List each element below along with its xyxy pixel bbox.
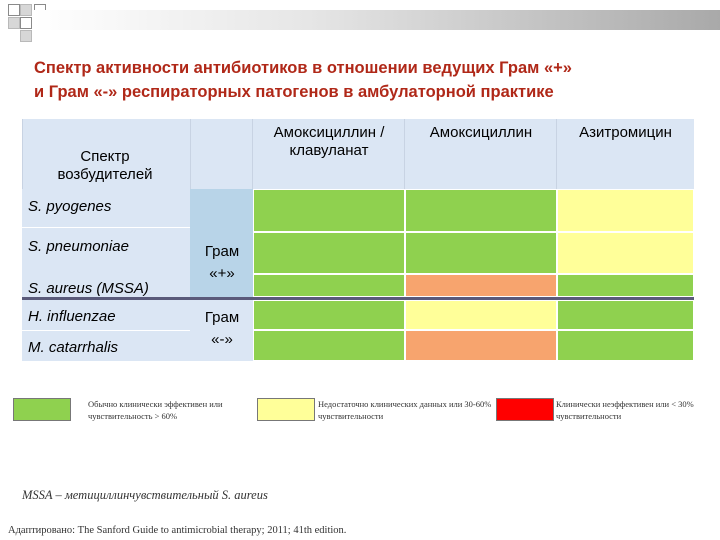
result-cell [557,274,694,297]
decor-square [20,17,32,29]
decor-square [8,4,20,16]
result-cell [253,300,405,330]
decor-square [20,4,32,16]
legend-swatch-green [13,398,71,421]
gram-divider-line [22,297,694,300]
row-divider [22,227,190,228]
organism-label: M. catarrhalis [28,339,119,356]
header-spectrum-label: Спектр возбудителей [57,148,153,183]
result-cell [405,189,557,232]
header-drug-1: Амоксициллин / клавуланат [273,124,385,159]
result-cell [253,274,405,297]
header-drug-2: Амоксициллин [429,124,533,141]
result-cell [405,274,557,297]
organism-label: S. pyogenes [28,198,112,215]
result-cell [253,189,405,232]
row-divider [22,330,190,331]
header-gram-column [190,119,253,189]
result-cell [253,232,405,274]
result-cell [557,300,694,330]
title-line-1: Спектр активности антибиотиков в отношении ведущих Грам «+» [34,59,572,77]
result-cell [557,232,694,274]
organism-label: S. aureus (MSSA) [28,280,149,297]
legend-text-yellow: Недостаточно клинических данных или 30-60% чувствительности [318,399,492,421]
gram-minus-label: Грам «-» [204,309,240,348]
result-cell [557,330,694,361]
organism-label: S. pneumoniae [28,238,129,255]
legend-text-red: Клинически неэффективен или < 30% чувствительности [556,399,694,421]
mssa-footnote: MSSA – метициллинчувствительный S. aureus [22,488,268,502]
title-line-2: и Грам «-» респираторных патогенов в амбулаторной практике [34,83,554,101]
decor-gradient-bar [33,10,720,30]
decor-square [20,30,32,42]
result-cell [253,330,405,361]
legend-swatch-yellow [257,398,315,421]
result-cell [405,232,557,274]
result-cell [405,300,557,330]
slide-title [34,56,714,104]
result-cell [557,189,694,232]
gram-plus-label: Грам «+» [204,243,240,282]
decor-square [8,17,20,29]
organism-label: H. influenzae [28,308,116,325]
header-drug-3: Азитромицин [579,124,672,141]
legend-text-green: Обычно клинически эффективен или чувствительность > 60% [88,399,223,421]
legend-swatch-red [496,398,554,421]
source-note: Адаптировано: The Sanford Guide to antimicrobial therapy; 2011; 41th edition. [8,525,347,536]
result-cell [405,330,557,361]
